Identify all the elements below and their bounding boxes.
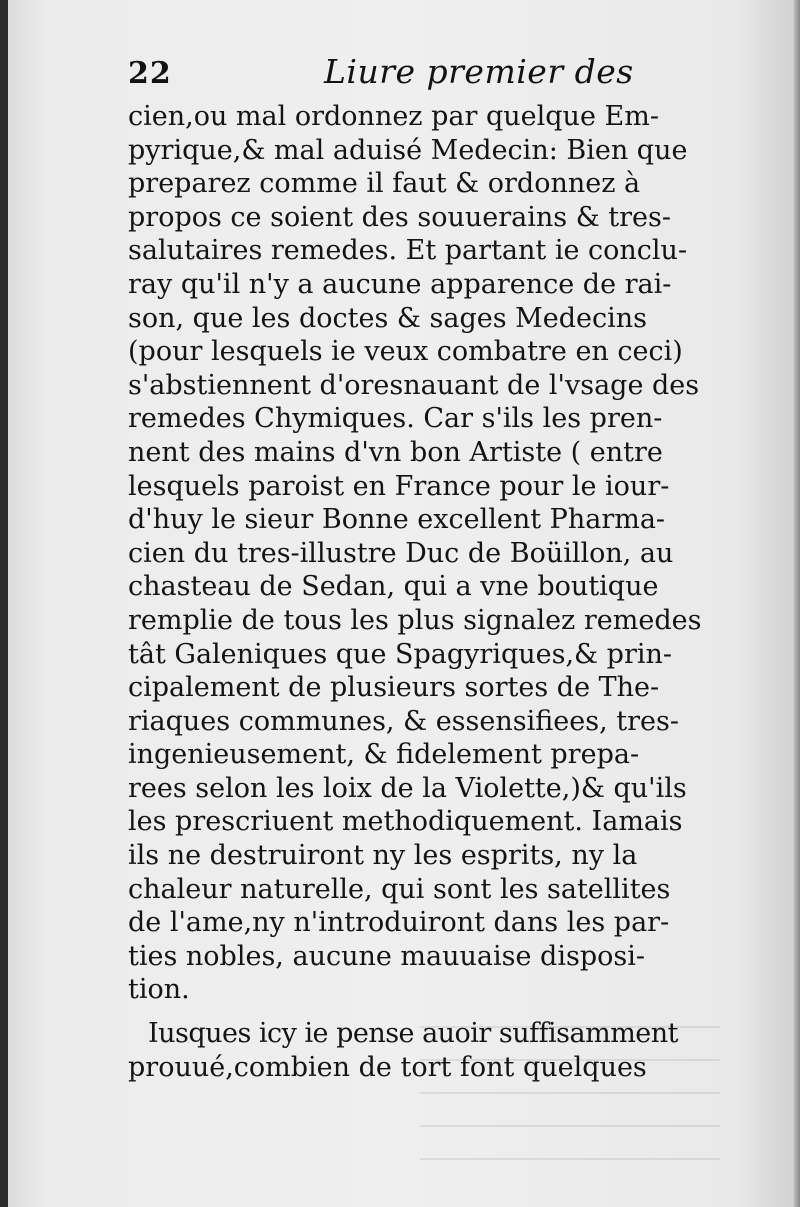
text-line: remplie de tous les plus signalez remedes	[128, 604, 702, 636]
text-line: salutaires remedes. Et partant ie conclu-	[128, 235, 688, 267]
body-text	[128, 100, 728, 1084]
text-line: cien,ou mal ordonnez par quelque Em-	[128, 101, 659, 132]
text-line: rees selon les loix de la Violette,)& qu'ils	[128, 772, 687, 804]
text-line: preparez comme il faut & ordonnez à	[128, 168, 641, 200]
paragraph	[128, 1017, 728, 1084]
text-line: d'huy le sieur Bonne excellent Pharma-	[128, 504, 666, 536]
text-line: Iusques icy ie pense auoir suffisamment	[148, 1018, 678, 1050]
text-line: remedes Chymiques. Car s'ils les pren-	[128, 403, 663, 435]
page-header	[128, 52, 688, 100]
text-line: propos ce soient des souuerains & tres-	[128, 201, 672, 233]
text-line: ils ne destruiront ny les esprits, ny la	[128, 840, 638, 872]
text-line: son, que les doctes & sages Medecins	[128, 302, 648, 334]
page-gutter-shadow	[0, 0, 8, 1207]
paragraph	[128, 100, 728, 1007]
text-line: ray qu'il n'y a aucune apparence de rai-	[128, 268, 672, 300]
page-number: 22	[128, 56, 172, 91]
text-line: (pour lesquels ie veux combatre en ceci)	[128, 336, 683, 368]
text-line: tion.	[128, 974, 190, 1006]
text-line: cien du tres-illustre Duc de Boüillon, au	[128, 537, 674, 569]
text-line: s'abstiennent d'oresnauant de l'vsage des	[128, 369, 700, 401]
text-line: chasteau de Sedan, qui a vne boutique	[128, 571, 659, 603]
running-title: Liure premier des	[324, 52, 634, 91]
text-line: prouué,combien de tort font quelques	[128, 1051, 647, 1083]
text-line: lesquels paroist en France pour le iour-	[128, 470, 670, 502]
text-line: cipalement de plusieurs sortes de The-	[128, 672, 660, 704]
text-line: riaques communes, & essensifiees, tres-	[128, 705, 679, 737]
text-line: tât Galeniques que Spagyriques,& prin-	[128, 638, 673, 670]
text-line: nent des mains d'vn bon Artiste ( entre	[128, 436, 663, 468]
text-line: pyrique,& mal aduisé Medecin: Bien que	[128, 134, 688, 166]
text-line: de l'ame,ny n'introduiront dans les par-	[128, 907, 670, 939]
text-line: ingenieusement, & fidelement prepa-	[128, 739, 640, 771]
paragraph-gap	[128, 1007, 728, 1017]
page-edge	[794, 0, 800, 1207]
text-line: chaleur naturelle, qui sont les satellites	[128, 873, 671, 905]
text-line: les prescriuent methodiquement. Iamais	[128, 806, 683, 838]
text-line: ties nobles, aucune mauuaise disposi-	[128, 940, 645, 972]
